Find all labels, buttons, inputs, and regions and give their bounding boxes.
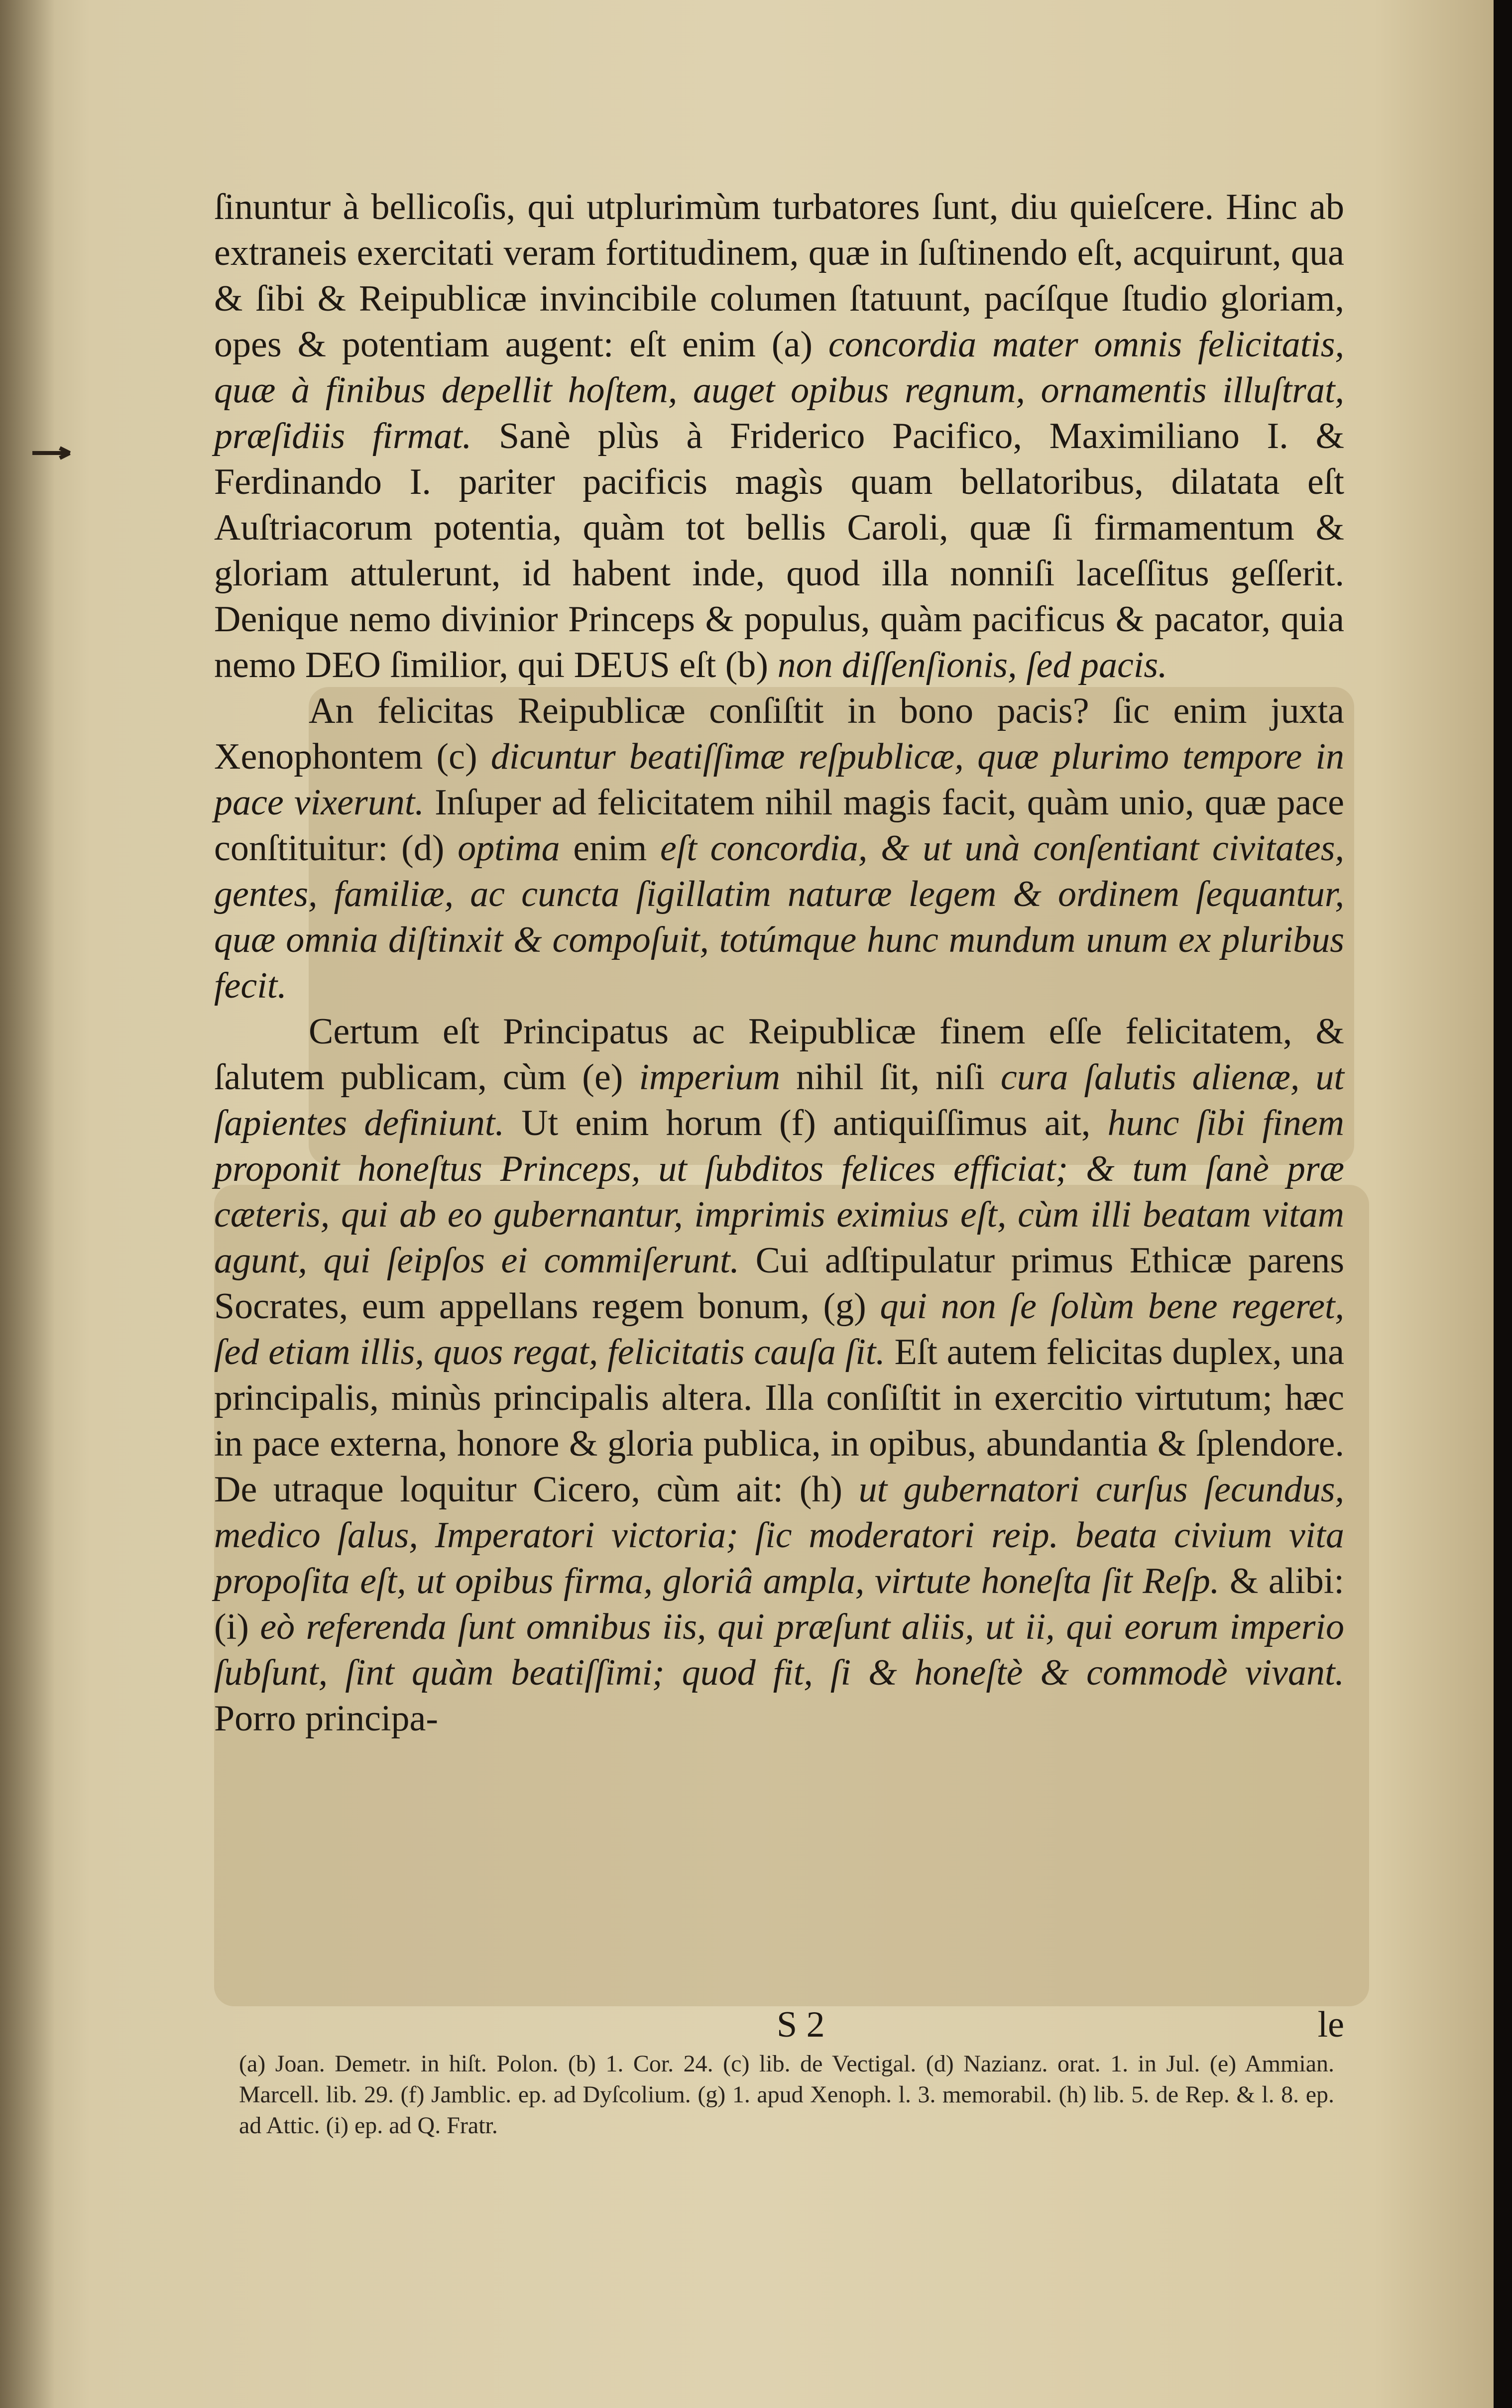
text-run: Porro principa- <box>214 1698 439 1739</box>
paragraph <box>214 184 1344 688</box>
text-run: enim <box>560 828 660 869</box>
text-run: nihil ſit, niſi <box>780 1057 1001 1098</box>
page-edge <box>1494 0 1512 2408</box>
italic-quote: non diſſenſionis, ſed pacis. <box>777 645 1167 686</box>
main-text <box>214 184 1344 1741</box>
signature-mark: S 2 <box>777 2004 825 2045</box>
footnotes: (a) Joan. Demetr. in hiſt. Polon. (b) 1. Cor. 24. (c) lib. de Vectigal. (d) Nazianz. orat. 1. in Jul. (e) Ammian. Marcell. lib. 29. (f) Jamblic. ep. ad Dyſcolium. (g) 1. apud Xenoph. l. 3. memorabil. (h) lib. 5. de Rep. & l. 8. ep. ad Attic. (i) ep. ad Q. Fratr. <box>239 2051 1334 2139</box>
italic-quote: ut gubernatori curſus ſecundus, medico ſalus, Imperatori victoria; ſic moderatori reip. beata civium vita propoſita eſt, ut opibus firma, gloriâ ampla, virtute honeſta ſit Reſp. <box>214 1469 1344 1602</box>
italic-quote: hunc ſibi finem proponit honeſtus Princeps, ut ſubditos felices efficiat; & tum ſanè præ cæteris, qui ab eo gubernantur, imprimis eximius eſt, cùm illi beatam vitam agunt, qui ſeipſos ei commiſerunt. <box>214 1103 1344 1281</box>
paragraph <box>214 688 1344 1009</box>
catchword: le <box>1317 2004 1344 2045</box>
text-run: Inſuper ad felicitatem nihil magis facit, quàm unio, quæ pace conſtituitur: (d) <box>214 782 1344 869</box>
italic-quote: cura ſalutis alienæ, ut ſapientes definiunt. <box>214 1057 1344 1144</box>
text-run: Certum eſt Principatus ac Reipublicæ finem eſſe felicitatem, & ſalutem publicam, cùm (e) <box>214 1011 1344 1098</box>
italic-quote: imperium <box>639 1057 781 1098</box>
page-bottom-line <box>214 2004 1344 2049</box>
italic-quote: eò referenda ſunt omnibus iis, qui præſunt aliis, ut ii, qui eorum imperio ſubſunt, ſint quàm beatiſſimi; quod fit, ſi & honeſtè & commodè vivant. <box>214 1606 1344 1693</box>
text-run: Eſt autem felicitas duplex, una principalis, minùs principalis altera. Illa conſiſtit in exercitio virtutum; hæc in pace externa, honore & gloria publica, in opibus, abundantia & ſplendore. De utraque loquitur Cicero, cùm ait: (h) <box>214 1332 1344 1510</box>
text-run: Ut enim horum (f) antiquiſſimus ait, <box>504 1103 1108 1144</box>
text-run: An felicitas Reipublicæ conſiſtit in bono pacis? ſic enim juxta Xenophontem (c) <box>214 690 1344 777</box>
gutter-shadow <box>0 0 55 2408</box>
italic-quote: concordia mater omnis felicitatis, quæ à finibus depellit hoſtem, auget opibus regnum, ornamentis illuſtrat, præſidiis firmat. <box>214 324 1344 457</box>
text-run: Sanè plùs à Friderico Pacifico, Maximiliano I. & Ferdinando I. pariter pacificis magìs quam bellatoribus, dilatata eſt Auſtriacorum potentia, quàm tot bellis Caroli, quæ ſi firmamentum & gloriam attulerunt, id habent inde, quod illa nonniſi laceſſitus geſſerit. Denique nemo divinior Princeps & populus, quàm pacificus & pacator, quia nemo DEO ſimilior, qui DEUS eſt (b) <box>214 416 1345 686</box>
italic-quote: qui non ſe ſolùm bene regeret, ſed etiam illis, quos regat, felicitatis cauſa ſit. <box>214 1286 1345 1373</box>
text-run: & alibi: (i) <box>214 1561 1344 1647</box>
text-run: Cui adſtipulatur primus Ethicæ parens Socrates, eum appellans regem bonum, (g) <box>214 1240 1344 1327</box>
paragraph <box>214 1009 1344 1741</box>
italic-quote: optima <box>458 828 560 869</box>
italic-quote: eſt concordia, & ut unà conſentiant civitates, gentes, familiæ, ac cuncta ſigillatim naturæ legem & ordinem ſequantur, quæ omnia diſtinxit & compoſuit, totúmque hunc mundum unum ex pluribus fecit. <box>214 828 1344 1006</box>
page-fold-mark <box>30 433 75 478</box>
italic-quote: dicuntur beatiſſimæ reſpublicæ, quæ plurimo tempore in pace vixerunt. <box>214 736 1344 823</box>
text-run: ſinuntur à bellicoſis, qui utplurimùm turbatores ſunt, diu quieſcere. Hinc ab extraneis exercitati veram fortitudinem, quæ in ſuſtinendo eſt, acquirunt, qua & ſibi & Reipublicæ invincibile columen ſtatuunt, pacíſque ſtudio gloriam, opes & potentiam augent: eſt enim (a) <box>214 187 1344 365</box>
